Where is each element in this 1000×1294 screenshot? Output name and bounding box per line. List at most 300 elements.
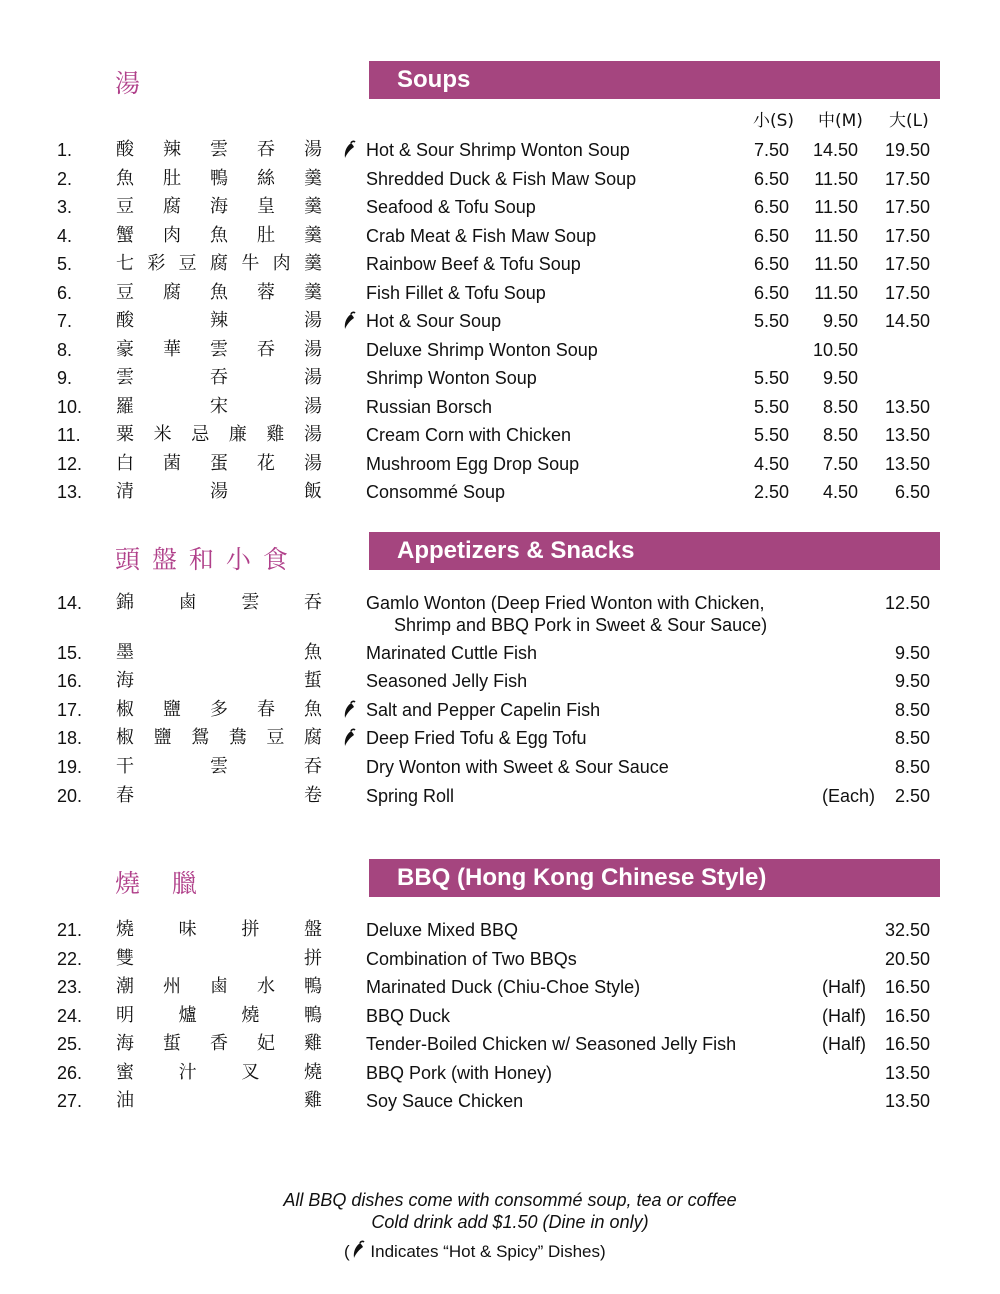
chinese-char: 春 <box>257 698 275 720</box>
chinese-char: 蜇 <box>163 1033 181 1054</box>
item-name-text: Combination of Two BBQs <box>366 948 577 969</box>
item-name-text: Deep Fried Tofu & Egg Tofu <box>366 728 587 749</box>
bbq-cn-title: 燒 臘 <box>115 869 197 898</box>
chinese-char: 雲 <box>210 338 228 360</box>
item-name-text: Crab Meat & Fish Maw Soup <box>366 225 597 246</box>
item-number: 7. <box>57 311 73 331</box>
chinese-char: 蜇 <box>304 670 322 692</box>
spicy-legend <box>344 1240 606 1262</box>
chinese-char: 蓉 <box>257 281 275 303</box>
item-chinese-name <box>116 668 322 694</box>
chinese-char: 海 <box>210 196 228 217</box>
menu-item-row <box>0 166 1000 192</box>
item-english-name <box>366 137 630 163</box>
item-english-name <box>366 640 537 666</box>
item-name-text: Consommé Soup <box>366 482 506 502</box>
chinese-char: 羹 <box>304 167 322 189</box>
price: 16.50 <box>884 977 930 997</box>
chinese-char: 鴨 <box>303 1004 322 1026</box>
menu-item-row <box>0 308 1000 334</box>
item-name-text-line2: Shrimp and BBQ Pork in Sweet & Sour Sauce) <box>394 615 768 635</box>
price-small: 5.50 <box>753 311 789 331</box>
item-english-name <box>366 451 579 477</box>
size-medium-label: 中(M) <box>818 111 863 131</box>
chinese-char: 米 <box>153 424 172 445</box>
bbq-title-bar: BBQ (Hong Kong Chinese Style) <box>369 859 940 897</box>
item-name-text: Hot & Sour Soup <box>366 311 502 331</box>
price-small: 6.50 <box>753 168 789 189</box>
chinese-char: 春 <box>116 784 134 806</box>
chinese-char: 魚 <box>304 698 322 720</box>
chinese-char: 羹 <box>304 196 322 217</box>
size-small-label: 小(S) <box>753 111 795 131</box>
chinese-char: 湯 <box>304 367 322 388</box>
item-chinese-name <box>116 917 322 943</box>
price-medium: 11.50 <box>814 197 858 217</box>
item-name-text: Soy Sauce Chicken <box>366 1091 524 1111</box>
item-english-name <box>366 308 501 334</box>
chinese-char: 雲 <box>210 756 228 777</box>
item-number: 1. <box>57 140 73 160</box>
item-english-name <box>366 1003 450 1029</box>
chinese-char: 羅 <box>116 395 134 417</box>
chinese-char: 華 <box>163 338 181 360</box>
chili-pepper-icon <box>350 1242 366 1261</box>
price-large: 17.50 <box>884 197 930 217</box>
chinese-char: 明 <box>116 1004 134 1026</box>
soups-title-bar: Soups <box>369 61 940 99</box>
chinese-char: 多 <box>210 698 228 720</box>
item-number: 17. <box>57 699 83 720</box>
chinese-char: 羹 <box>304 224 322 246</box>
menu-item-row <box>0 917 1000 943</box>
price-medium: 9.50 <box>822 311 858 331</box>
item-name-text: Deluxe Shrimp Wonton Soup <box>366 339 598 360</box>
item-number: 19. <box>57 757 83 777</box>
chinese-char: 羹 <box>303 253 322 274</box>
chinese-char: 香 <box>210 1033 228 1054</box>
chinese-char: 肉 <box>163 224 181 246</box>
chinese-char: 鴦 <box>228 727 247 749</box>
item-english-name <box>366 223 596 249</box>
chinese-char: 卷 <box>304 784 322 806</box>
chinese-char: 湯 <box>210 481 228 502</box>
chinese-char: 鹵 <box>210 976 228 997</box>
item-chinese-name <box>116 223 322 249</box>
price-medium: 11.50 <box>814 282 858 303</box>
chinese-char: 拼 <box>304 947 322 969</box>
chinese-char: 湯 <box>304 395 322 417</box>
item-number: 6. <box>57 282 73 303</box>
item-number: 12. <box>57 453 83 474</box>
price-large: 14.50 <box>884 311 930 331</box>
price: 13.50 <box>884 1062 930 1083</box>
item-chinese-name <box>116 640 322 666</box>
price: 12.50 <box>884 593 930 613</box>
item-name-text: Rainbow Beef & Tofu Soup <box>366 254 581 274</box>
item-english-name <box>366 422 571 448</box>
item-name-text: Seasoned Jelly Fish <box>366 671 528 692</box>
chinese-char: 廉 <box>228 424 247 445</box>
legend-text: Indicates “Hot & Spicy” Dishes) <box>370 1242 606 1261</box>
chinese-char: 腐 <box>303 727 322 749</box>
item-number: 13. <box>57 482 83 502</box>
item-english-name <box>366 1088 523 1114</box>
item-chinese-name <box>116 337 322 363</box>
menu-item-row <box>0 1003 1000 1029</box>
price-medium: 4.50 <box>822 482 858 502</box>
price: 20.50 <box>884 948 930 969</box>
item-english-name <box>366 974 640 1000</box>
chili-pepper-icon <box>340 697 358 723</box>
chinese-char: 海 <box>116 1033 134 1054</box>
menu-item-row <box>0 946 1000 972</box>
chinese-char: 椒 <box>116 698 134 720</box>
item-name-text: Deluxe Mixed BBQ <box>366 920 519 940</box>
price: 2.50 <box>894 785 930 806</box>
item-name-text: Mushroom Egg Drop Soup <box>366 453 580 474</box>
portion-qualifier: (Half) <box>822 1005 866 1026</box>
chinese-char: 腐 <box>163 281 181 303</box>
item-chinese-name <box>116 422 322 448</box>
item-number: 15. <box>57 642 83 663</box>
item-chinese-name <box>116 365 322 391</box>
item-number: 4. <box>57 225 73 246</box>
item-chinese-name <box>116 974 322 1000</box>
item-english-name <box>366 280 546 306</box>
chinese-char: 干 <box>116 756 134 777</box>
item-number: 20. <box>57 785 83 806</box>
menu-item-row <box>0 422 1000 448</box>
chinese-char: 吞 <box>303 592 322 613</box>
item-number: 23. <box>57 977 83 997</box>
item-number: 25. <box>57 1034 83 1054</box>
item-name-text: Fish Fillet & Tofu Soup <box>366 282 546 303</box>
item-name-text: Dry Wonton with Sweet & Sour Sauce <box>366 757 669 777</box>
chinese-char: 海 <box>116 670 134 692</box>
menu-item-row <box>0 640 1000 666</box>
chinese-char: 清 <box>116 481 134 502</box>
chinese-char: 油 <box>116 1090 134 1111</box>
item-name-text: Marinated Duck (Chiu-Choe Style) <box>366 977 641 997</box>
item-number: 10. <box>57 396 83 417</box>
chinese-char: 鴨 <box>210 167 228 189</box>
chinese-char: 花 <box>257 452 275 474</box>
chinese-char: 忌 <box>191 424 210 445</box>
item-number: 14. <box>57 593 83 613</box>
chinese-char: 雞 <box>304 1033 322 1054</box>
price-medium: 9.50 <box>822 368 858 388</box>
price-medium: 10.50 <box>812 339 858 360</box>
chinese-char: 湯 <box>303 424 322 445</box>
legend-open-paren: ( <box>344 1242 350 1261</box>
chinese-char: 雲 <box>210 139 228 160</box>
price: 16.50 <box>884 1005 930 1026</box>
chinese-char: 蟹 <box>116 224 134 246</box>
chinese-char: 吞 <box>257 338 275 360</box>
menu-item-row <box>0 1031 1000 1057</box>
item-chinese-name <box>116 194 322 220</box>
price-large: 17.50 <box>884 225 930 246</box>
chinese-char: 墨 <box>116 641 134 663</box>
portion-qualifier: (Half) <box>822 1034 866 1054</box>
item-english-name <box>366 668 527 694</box>
chinese-char: 蛋 <box>210 452 228 474</box>
chinese-char: 吞 <box>304 756 322 777</box>
chinese-char: 皇 <box>257 196 275 217</box>
item-number: 26. <box>57 1062 83 1083</box>
menu-item-row <box>0 251 1000 277</box>
chinese-char: 酸 <box>116 310 134 331</box>
price: 9.50 <box>894 642 930 663</box>
price: 8.50 <box>894 699 930 720</box>
chinese-char: 雲 <box>116 367 134 388</box>
chinese-char: 燒 <box>241 1004 260 1026</box>
item-english-name <box>366 337 598 363</box>
chinese-char: 拼 <box>241 919 260 940</box>
chinese-char: 魚 <box>210 281 228 303</box>
item-name-text: Cream Corn with Chicken <box>366 425 572 445</box>
item-name-text: Marinated Cuttle Fish <box>366 642 538 663</box>
item-chinese-name <box>116 590 322 616</box>
item-name-text: Shredded Duck & Fish Maw Soup <box>366 168 637 189</box>
price-small: 6.50 <box>753 225 789 246</box>
menu-item-row <box>0 697 1000 723</box>
price-small: 5.50 <box>753 425 789 445</box>
chinese-char: 雞 <box>304 1090 322 1111</box>
item-english-name <box>366 194 536 220</box>
menu-item-row <box>0 1060 1000 1086</box>
price-medium: 7.50 <box>822 453 858 474</box>
item-number: 22. <box>57 948 83 969</box>
item-english-name <box>366 394 492 420</box>
price-small: 6.50 <box>753 197 789 217</box>
item-name-text: Seafood & Tofu Soup <box>366 197 536 217</box>
item-name-text: Shrimp Wonton Soup <box>366 368 537 388</box>
item-number: 8. <box>57 339 73 360</box>
chinese-char: 鹵 <box>178 592 197 613</box>
item-number: 24. <box>57 1005 83 1026</box>
menu-item-row <box>0 451 1000 477</box>
item-chinese-name <box>116 725 322 751</box>
item-name-text: BBQ Pork (with Honey) <box>366 1062 553 1083</box>
chinese-char: 鴨 <box>304 976 322 997</box>
item-chinese-name <box>116 1003 322 1029</box>
chinese-char: 肉 <box>272 253 291 274</box>
price-small: 6.50 <box>753 254 789 274</box>
item-number: 9. <box>57 368 73 388</box>
item-number: 2. <box>57 168 73 189</box>
menu-item-row <box>0 1088 1000 1114</box>
chinese-char: 潮 <box>116 976 134 997</box>
price-medium: 8.50 <box>822 425 858 445</box>
chinese-char: 雙 <box>116 947 134 969</box>
price-medium: 11.50 <box>814 254 858 274</box>
soups-cn-title: 湯 <box>115 69 141 98</box>
item-chinese-name <box>116 251 322 277</box>
price-small: 4.50 <box>753 453 789 474</box>
chinese-char: 宋 <box>210 395 228 417</box>
price: 13.50 <box>884 1091 930 1111</box>
item-number: 5. <box>57 254 73 274</box>
item-chinese-name <box>116 1088 322 1114</box>
price: 16.50 <box>884 1034 930 1054</box>
chinese-char: 飯 <box>304 481 322 502</box>
price-large: 17.50 <box>884 168 930 189</box>
price-small: 7.50 <box>753 140 789 160</box>
chinese-char: 肚 <box>163 167 181 189</box>
chili-pepper-icon <box>340 308 358 334</box>
chinese-char: 吞 <box>210 367 228 388</box>
item-name-text: Tender-Boiled Chicken w/ Seasoned Jelly Fish <box>366 1034 737 1054</box>
price-large: 13.50 <box>884 425 930 445</box>
menu-item-row <box>0 974 1000 1000</box>
price-large: 17.50 <box>884 254 930 274</box>
item-number: 21. <box>57 920 83 940</box>
chinese-char: 魚 <box>210 224 228 246</box>
chinese-char: 妃 <box>257 1033 275 1054</box>
item-number: 18. <box>57 728 83 749</box>
menu-item-row <box>0 754 1000 780</box>
price-large: 6.50 <box>894 482 930 502</box>
item-chinese-name <box>116 308 322 334</box>
item-chinese-name <box>116 754 322 780</box>
item-english-name <box>366 590 768 635</box>
price-small: 5.50 <box>753 368 789 388</box>
menu-item-row <box>0 479 1000 505</box>
chinese-char: 鹽 <box>163 698 181 720</box>
item-chinese-name <box>116 1031 322 1057</box>
item-chinese-name <box>116 451 322 477</box>
chinese-char: 腐 <box>209 253 228 274</box>
chinese-char: 豆 <box>116 281 134 303</box>
menu-item-row <box>0 725 1000 751</box>
chinese-char: 豪 <box>116 338 134 360</box>
price: 9.50 <box>894 671 930 692</box>
chinese-char: 豆 <box>178 253 197 274</box>
item-chinese-name <box>116 697 322 723</box>
item-chinese-name <box>116 783 322 809</box>
price: 32.50 <box>884 920 930 940</box>
item-english-name <box>366 479 505 505</box>
item-name-text: Salt and Pepper Capelin Fish <box>366 699 601 720</box>
portion-qualifier: (Each) <box>822 785 876 806</box>
footer-note-2: Cold drink add $1.50 (Dine in only) <box>371 1212 649 1232</box>
chinese-char: 酸 <box>116 139 134 160</box>
footer-note-1: All BBQ dishes come with consommé soup, tea or coffee <box>283 1190 737 1210</box>
chinese-char: 味 <box>178 919 197 940</box>
menu-item-row <box>0 337 1000 363</box>
price-small: 5.50 <box>753 396 789 417</box>
chinese-char: 雲 <box>241 592 260 613</box>
chili-pepper-icon <box>340 137 358 163</box>
chinese-char: 羹 <box>304 281 322 303</box>
chinese-char: 白 <box>116 452 134 474</box>
item-chinese-name <box>116 394 322 420</box>
price: 8.50 <box>894 757 930 777</box>
price-large: 17.50 <box>884 282 930 303</box>
price-small: 2.50 <box>753 482 789 502</box>
item-english-name <box>366 365 537 391</box>
menu-item-row <box>0 194 1000 220</box>
chinese-char: 椒 <box>116 727 134 749</box>
price: 8.50 <box>894 728 930 749</box>
chinese-char: 盤 <box>303 919 322 940</box>
chinese-char: 湯 <box>304 338 322 360</box>
item-english-name <box>366 1060 552 1086</box>
chinese-char: 辣 <box>163 139 181 160</box>
item-english-name <box>366 725 586 751</box>
price-small: 6.50 <box>753 282 789 303</box>
item-english-name <box>366 783 454 809</box>
chinese-char: 魚 <box>116 167 134 189</box>
chinese-char: 鹽 <box>153 727 172 749</box>
item-english-name <box>366 251 581 277</box>
chinese-char: 汁 <box>178 1061 197 1083</box>
price-large: 13.50 <box>884 396 930 417</box>
item-name-text: BBQ Duck <box>366 1005 451 1026</box>
item-name-text: Spring Roll <box>366 785 455 806</box>
appetizers-title-bar: Appetizers & Snacks <box>369 532 940 570</box>
menu-item-row <box>0 668 1000 694</box>
item-number: 16. <box>57 671 83 692</box>
item-english-name <box>366 754 669 780</box>
chinese-char: 豆 <box>116 196 134 217</box>
price-medium: 8.50 <box>822 396 858 417</box>
chinese-char: 錦 <box>116 592 134 613</box>
portion-qualifier: (Half) <box>822 977 866 997</box>
item-chinese-name <box>116 280 322 306</box>
chinese-char: 吞 <box>257 139 275 160</box>
chinese-char: 叉 <box>241 1061 260 1083</box>
item-english-name <box>366 697 600 723</box>
menu-item-row <box>0 783 1000 809</box>
chinese-char: 湯 <box>304 310 322 331</box>
chinese-char: 燒 <box>303 1061 322 1083</box>
price-medium: 11.50 <box>814 225 858 246</box>
item-number: 27. <box>57 1091 83 1111</box>
chinese-char: 魚 <box>304 641 322 663</box>
price-large: 19.50 <box>884 140 930 160</box>
menu-item-row <box>0 280 1000 306</box>
chinese-char: 彩 <box>147 253 166 274</box>
menu-item-row <box>0 394 1000 420</box>
item-chinese-name <box>116 479 322 505</box>
menu-item-row <box>0 590 1000 635</box>
item-name-text: Hot & Sour Shrimp Wonton Soup <box>366 140 630 160</box>
price-medium: 11.50 <box>814 168 858 189</box>
item-english-name <box>366 946 577 972</box>
item-english-name <box>366 1031 736 1057</box>
chinese-char: 爐 <box>178 1004 197 1026</box>
item-name-text: Gamlo Wonton (Deep Fried Wonton with Chicken, <box>366 593 765 613</box>
item-number: 3. <box>57 197 73 217</box>
chinese-char: 蜜 <box>116 1061 134 1083</box>
chinese-char: 雞 <box>266 424 285 445</box>
item-english-name <box>366 917 518 943</box>
appetizers-cn-title: 頭 盤 和 小 食 <box>115 545 290 574</box>
chinese-char: 湯 <box>304 139 322 160</box>
chinese-char: 水 <box>257 976 275 997</box>
chinese-char: 絲 <box>257 167 275 189</box>
item-chinese-name <box>116 946 322 972</box>
item-chinese-name <box>116 166 322 192</box>
item-number: 11. <box>57 425 81 445</box>
size-large-label: 大(L) <box>889 111 929 131</box>
chinese-char: 牛 <box>241 253 260 274</box>
item-name-text: Russian Borsch <box>366 396 493 417</box>
menu-item-row <box>0 223 1000 249</box>
